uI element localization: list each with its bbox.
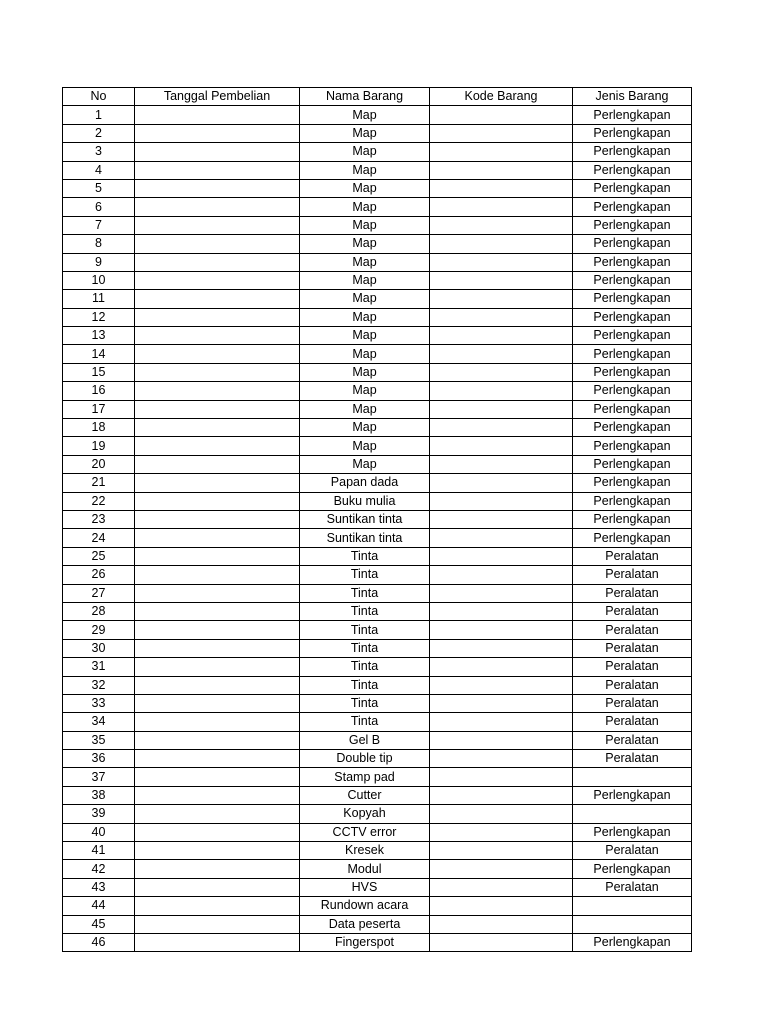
cell-tanggal-pembelian — [135, 878, 300, 896]
cell-kode-barang — [430, 639, 573, 657]
cell-jenis-barang: Perlengkapan — [573, 474, 692, 492]
cell-tanggal-pembelian — [135, 161, 300, 179]
cell-no: 13 — [63, 327, 135, 345]
cell-tanggal-pembelian — [135, 694, 300, 712]
table-row — [63, 897, 692, 915]
cell-no: 10 — [63, 271, 135, 289]
cell-kode-barang — [430, 915, 573, 933]
cell-nama-barang: Stamp pad — [300, 768, 430, 786]
cell-no: 46 — [63, 933, 135, 951]
cell-no: 16 — [63, 382, 135, 400]
cell-no: 25 — [63, 547, 135, 565]
cell-tanggal-pembelian — [135, 897, 300, 915]
cell-jenis-barang: Peralatan — [573, 602, 692, 620]
cell-jenis-barang: Peralatan — [573, 639, 692, 657]
cell-jenis-barang: Perlengkapan — [573, 198, 692, 216]
table-row — [63, 842, 692, 860]
cell-nama-barang: Map — [300, 327, 430, 345]
cell-kode-barang — [430, 768, 573, 786]
cell-no: 9 — [63, 253, 135, 271]
cell-no: 31 — [63, 658, 135, 676]
cell-jenis-barang: Peralatan — [573, 694, 692, 712]
table-row — [63, 400, 692, 418]
cell-no: 44 — [63, 897, 135, 915]
cell-kode-barang — [430, 455, 573, 473]
cell-nama-barang: Map — [300, 179, 430, 197]
cell-jenis-barang: Perlengkapan — [573, 179, 692, 197]
cell-jenis-barang: Peralatan — [573, 621, 692, 639]
cell-tanggal-pembelian — [135, 860, 300, 878]
cell-kode-barang — [430, 179, 573, 197]
cell-kode-barang — [430, 363, 573, 381]
cell-no: 40 — [63, 823, 135, 841]
cell-jenis-barang: Peralatan — [573, 731, 692, 749]
cell-nama-barang: Tinta — [300, 713, 430, 731]
cell-no: 23 — [63, 510, 135, 528]
table-row — [63, 658, 692, 676]
cell-tanggal-pembelian — [135, 345, 300, 363]
cell-nama-barang: Map — [300, 253, 430, 271]
table-row — [63, 363, 692, 381]
table-row — [63, 382, 692, 400]
cell-jenis-barang: Perlengkapan — [573, 216, 692, 234]
cell-kode-barang — [430, 621, 573, 639]
cell-kode-barang — [430, 860, 573, 878]
cell-kode-barang — [430, 823, 573, 841]
table-row — [63, 327, 692, 345]
table-row — [63, 768, 692, 786]
cell-nama-barang: Map — [300, 235, 430, 253]
cell-kode-barang — [430, 290, 573, 308]
cell-no: 8 — [63, 235, 135, 253]
cell-no: 12 — [63, 308, 135, 326]
cell-nama-barang: Map — [300, 363, 430, 381]
table-header — [63, 88, 692, 106]
cell-jenis-barang: Perlengkapan — [573, 161, 692, 179]
cell-tanggal-pembelian — [135, 731, 300, 749]
cell-jenis-barang — [573, 915, 692, 933]
cell-nama-barang: HVS — [300, 878, 430, 896]
cell-kode-barang — [430, 933, 573, 951]
cell-kode-barang — [430, 271, 573, 289]
cell-jenis-barang — [573, 805, 692, 823]
cell-nama-barang: Map — [300, 271, 430, 289]
cell-no: 19 — [63, 437, 135, 455]
cell-nama-barang: Map — [300, 290, 430, 308]
cell-nama-barang: Tinta — [300, 547, 430, 565]
cell-nama-barang: Map — [300, 455, 430, 473]
cell-no: 43 — [63, 878, 135, 896]
cell-no: 18 — [63, 419, 135, 437]
cell-tanggal-pembelian — [135, 750, 300, 768]
cell-kode-barang — [430, 492, 573, 510]
cell-no: 34 — [63, 713, 135, 731]
cell-tanggal-pembelian — [135, 713, 300, 731]
cell-nama-barang: Map — [300, 345, 430, 363]
cell-no: 26 — [63, 566, 135, 584]
table-row — [63, 676, 692, 694]
cell-jenis-barang: Perlengkapan — [573, 437, 692, 455]
cell-no: 45 — [63, 915, 135, 933]
cell-kode-barang — [430, 124, 573, 142]
cell-no: 36 — [63, 750, 135, 768]
cell-no: 37 — [63, 768, 135, 786]
cell-jenis-barang: Peralatan — [573, 658, 692, 676]
cell-no: 4 — [63, 161, 135, 179]
cell-kode-barang — [430, 731, 573, 749]
cell-kode-barang — [430, 161, 573, 179]
cell-no: 42 — [63, 860, 135, 878]
cell-tanggal-pembelian — [135, 492, 300, 510]
cell-no: 2 — [63, 124, 135, 142]
cell-kode-barang — [430, 308, 573, 326]
cell-jenis-barang: Perlengkapan — [573, 235, 692, 253]
table-row — [63, 455, 692, 473]
cell-tanggal-pembelian — [135, 658, 300, 676]
cell-jenis-barang — [573, 768, 692, 786]
cell-no: 17 — [63, 400, 135, 418]
cell-no: 33 — [63, 694, 135, 712]
header-jenis-barang: Jenis Barang — [573, 88, 692, 106]
cell-tanggal-pembelian — [135, 566, 300, 584]
table-row — [63, 694, 692, 712]
cell-tanggal-pembelian — [135, 400, 300, 418]
cell-jenis-barang: Perlengkapan — [573, 510, 692, 528]
cell-tanggal-pembelian — [135, 198, 300, 216]
cell-tanggal-pembelian — [135, 621, 300, 639]
cell-kode-barang — [430, 897, 573, 915]
cell-nama-barang: CCTV error — [300, 823, 430, 841]
cell-nama-barang: Gel B — [300, 731, 430, 749]
table-row — [63, 179, 692, 197]
cell-tanggal-pembelian — [135, 382, 300, 400]
cell-tanggal-pembelian — [135, 639, 300, 657]
cell-jenis-barang: Perlengkapan — [573, 823, 692, 841]
cell-tanggal-pembelian — [135, 363, 300, 381]
cell-no: 30 — [63, 639, 135, 657]
cell-kode-barang — [430, 878, 573, 896]
table-row — [63, 529, 692, 547]
cell-jenis-barang: Perlengkapan — [573, 933, 692, 951]
cell-no: 20 — [63, 455, 135, 473]
cell-no: 35 — [63, 731, 135, 749]
cell-tanggal-pembelian — [135, 179, 300, 197]
cell-tanggal-pembelian — [135, 768, 300, 786]
cell-kode-barang — [430, 253, 573, 271]
cell-tanggal-pembelian — [135, 823, 300, 841]
cell-no: 11 — [63, 290, 135, 308]
cell-kode-barang — [430, 143, 573, 161]
cell-kode-barang — [430, 474, 573, 492]
cell-no: 38 — [63, 786, 135, 804]
table-row — [63, 437, 692, 455]
table-row — [63, 786, 692, 804]
cell-kode-barang — [430, 529, 573, 547]
cell-nama-barang: Tinta — [300, 602, 430, 620]
cell-tanggal-pembelian — [135, 143, 300, 161]
header-no: No — [63, 88, 135, 106]
cell-nama-barang: Tinta — [300, 566, 430, 584]
cell-nama-barang: Tinta — [300, 584, 430, 602]
table-row — [63, 253, 692, 271]
cell-kode-barang — [430, 198, 573, 216]
cell-tanggal-pembelian — [135, 106, 300, 124]
cell-tanggal-pembelian — [135, 216, 300, 234]
cell-nama-barang: Data peserta — [300, 915, 430, 933]
table-row — [63, 805, 692, 823]
cell-no: 14 — [63, 345, 135, 363]
cell-nama-barang: Map — [300, 106, 430, 124]
cell-tanggal-pembelian — [135, 235, 300, 253]
table-row — [63, 621, 692, 639]
table-row — [63, 308, 692, 326]
cell-no: 28 — [63, 602, 135, 620]
cell-jenis-barang: Perlengkapan — [573, 124, 692, 142]
table-row — [63, 823, 692, 841]
table-row — [63, 492, 692, 510]
cell-no: 15 — [63, 363, 135, 381]
cell-nama-barang: Tinta — [300, 639, 430, 657]
cell-no: 5 — [63, 179, 135, 197]
cell-jenis-barang: Peralatan — [573, 750, 692, 768]
table-row — [63, 639, 692, 657]
cell-kode-barang — [430, 805, 573, 823]
cell-kode-barang — [430, 584, 573, 602]
cell-tanggal-pembelian — [135, 124, 300, 142]
cell-jenis-barang: Perlengkapan — [573, 308, 692, 326]
cell-tanggal-pembelian — [135, 271, 300, 289]
cell-jenis-barang: Perlengkapan — [573, 786, 692, 804]
cell-jenis-barang: Peralatan — [573, 566, 692, 584]
table-row — [63, 143, 692, 161]
table-row — [63, 915, 692, 933]
cell-nama-barang: Map — [300, 308, 430, 326]
cell-jenis-barang: Perlengkapan — [573, 143, 692, 161]
cell-nama-barang: Map — [300, 419, 430, 437]
cell-jenis-barang: Perlengkapan — [573, 419, 692, 437]
cell-nama-barang: Map — [300, 400, 430, 418]
table-body — [63, 106, 692, 952]
cell-tanggal-pembelian — [135, 529, 300, 547]
cell-jenis-barang: Perlengkapan — [573, 327, 692, 345]
cell-jenis-barang: Peralatan — [573, 547, 692, 565]
cell-nama-barang: Map — [300, 124, 430, 142]
cell-no: 7 — [63, 216, 135, 234]
cell-tanggal-pembelian — [135, 602, 300, 620]
cell-tanggal-pembelian — [135, 327, 300, 345]
cell-nama-barang: Rundown acara — [300, 897, 430, 915]
cell-tanggal-pembelian — [135, 253, 300, 271]
cell-nama-barang: Tinta — [300, 694, 430, 712]
cell-nama-barang: Tinta — [300, 676, 430, 694]
cell-tanggal-pembelian — [135, 437, 300, 455]
table-row — [63, 566, 692, 584]
cell-jenis-barang: Perlengkapan — [573, 400, 692, 418]
table-row — [63, 106, 692, 124]
cell-kode-barang — [430, 547, 573, 565]
cell-tanggal-pembelian — [135, 308, 300, 326]
cell-no: 24 — [63, 529, 135, 547]
table-row — [63, 124, 692, 142]
cell-jenis-barang: Perlengkapan — [573, 492, 692, 510]
cell-no: 21 — [63, 474, 135, 492]
cell-jenis-barang: Perlengkapan — [573, 382, 692, 400]
cell-jenis-barang: Peralatan — [573, 584, 692, 602]
cell-kode-barang — [430, 235, 573, 253]
cell-jenis-barang: Perlengkapan — [573, 455, 692, 473]
cell-jenis-barang: Perlengkapan — [573, 860, 692, 878]
cell-no: 6 — [63, 198, 135, 216]
table-row — [63, 878, 692, 896]
cell-kode-barang — [430, 694, 573, 712]
cell-no: 32 — [63, 676, 135, 694]
cell-nama-barang: Map — [300, 382, 430, 400]
table-row — [63, 271, 692, 289]
cell-no: 27 — [63, 584, 135, 602]
cell-nama-barang: Cutter — [300, 786, 430, 804]
table-row — [63, 474, 692, 492]
cell-jenis-barang — [573, 897, 692, 915]
cell-tanggal-pembelian — [135, 915, 300, 933]
cell-jenis-barang: Peralatan — [573, 878, 692, 896]
cell-jenis-barang: Perlengkapan — [573, 106, 692, 124]
cell-tanggal-pembelian — [135, 676, 300, 694]
header-row — [63, 88, 692, 106]
cell-jenis-barang: Perlengkapan — [573, 363, 692, 381]
cell-jenis-barang: Peralatan — [573, 713, 692, 731]
cell-nama-barang: Tinta — [300, 658, 430, 676]
table-row — [63, 713, 692, 731]
cell-tanggal-pembelian — [135, 786, 300, 804]
cell-kode-barang — [430, 786, 573, 804]
cell-no: 29 — [63, 621, 135, 639]
table-row — [63, 345, 692, 363]
cell-jenis-barang: Perlengkapan — [573, 253, 692, 271]
cell-tanggal-pembelian — [135, 933, 300, 951]
cell-jenis-barang: Peralatan — [573, 676, 692, 694]
header-nama-barang: Nama Barang — [300, 88, 430, 106]
cell-kode-barang — [430, 327, 573, 345]
cell-kode-barang — [430, 437, 573, 455]
cell-kode-barang — [430, 750, 573, 768]
cell-tanggal-pembelian — [135, 510, 300, 528]
cell-tanggal-pembelian — [135, 584, 300, 602]
table-row — [63, 235, 692, 253]
cell-nama-barang: Double tip — [300, 750, 430, 768]
cell-nama-barang: Suntikan tinta — [300, 529, 430, 547]
cell-nama-barang: Buku mulia — [300, 492, 430, 510]
cell-kode-barang — [430, 658, 573, 676]
header-kode-barang: Kode Barang — [430, 88, 573, 106]
table-row — [63, 731, 692, 749]
table-row — [63, 198, 692, 216]
cell-kode-barang — [430, 676, 573, 694]
cell-kode-barang — [430, 510, 573, 528]
table-row — [63, 584, 692, 602]
cell-tanggal-pembelian — [135, 547, 300, 565]
table-row — [63, 750, 692, 768]
cell-nama-barang: Map — [300, 143, 430, 161]
cell-kode-barang — [430, 106, 573, 124]
table-row — [63, 161, 692, 179]
cell-kode-barang — [430, 419, 573, 437]
cell-nama-barang: Map — [300, 198, 430, 216]
header-tanggal-pembelian: Tanggal Pembelian — [135, 88, 300, 106]
cell-kode-barang — [430, 216, 573, 234]
cell-tanggal-pembelian — [135, 474, 300, 492]
cell-kode-barang — [430, 602, 573, 620]
cell-jenis-barang: Perlengkapan — [573, 271, 692, 289]
cell-nama-barang: Map — [300, 216, 430, 234]
cell-tanggal-pembelian — [135, 805, 300, 823]
cell-jenis-barang: Peralatan — [573, 842, 692, 860]
cell-nama-barang: Map — [300, 161, 430, 179]
cell-jenis-barang: Perlengkapan — [573, 529, 692, 547]
cell-tanggal-pembelian — [135, 419, 300, 437]
cell-tanggal-pembelian — [135, 290, 300, 308]
cell-kode-barang — [430, 382, 573, 400]
cell-kode-barang — [430, 713, 573, 731]
cell-kode-barang — [430, 345, 573, 363]
cell-jenis-barang: Perlengkapan — [573, 345, 692, 363]
cell-jenis-barang: Perlengkapan — [573, 290, 692, 308]
cell-tanggal-pembelian — [135, 455, 300, 473]
cell-no: 41 — [63, 842, 135, 860]
cell-kode-barang — [430, 842, 573, 860]
cell-nama-barang: Kresek — [300, 842, 430, 860]
inventory-table — [62, 87, 692, 952]
table-row — [63, 602, 692, 620]
table-row — [63, 419, 692, 437]
cell-kode-barang — [430, 566, 573, 584]
table-row — [63, 216, 692, 234]
cell-nama-barang: Modul — [300, 860, 430, 878]
cell-no: 1 — [63, 106, 135, 124]
cell-tanggal-pembelian — [135, 842, 300, 860]
cell-nama-barang: Kopyah — [300, 805, 430, 823]
cell-nama-barang: Suntikan tinta — [300, 510, 430, 528]
cell-nama-barang: Map — [300, 437, 430, 455]
cell-no: 3 — [63, 143, 135, 161]
cell-no: 22 — [63, 492, 135, 510]
cell-nama-barang: Tinta — [300, 621, 430, 639]
table-row — [63, 933, 692, 951]
table-row — [63, 510, 692, 528]
table-row — [63, 860, 692, 878]
cell-nama-barang: Papan dada — [300, 474, 430, 492]
cell-no: 39 — [63, 805, 135, 823]
cell-kode-barang — [430, 400, 573, 418]
table-row — [63, 547, 692, 565]
cell-nama-barang: Fingerspot — [300, 933, 430, 951]
table-row — [63, 290, 692, 308]
